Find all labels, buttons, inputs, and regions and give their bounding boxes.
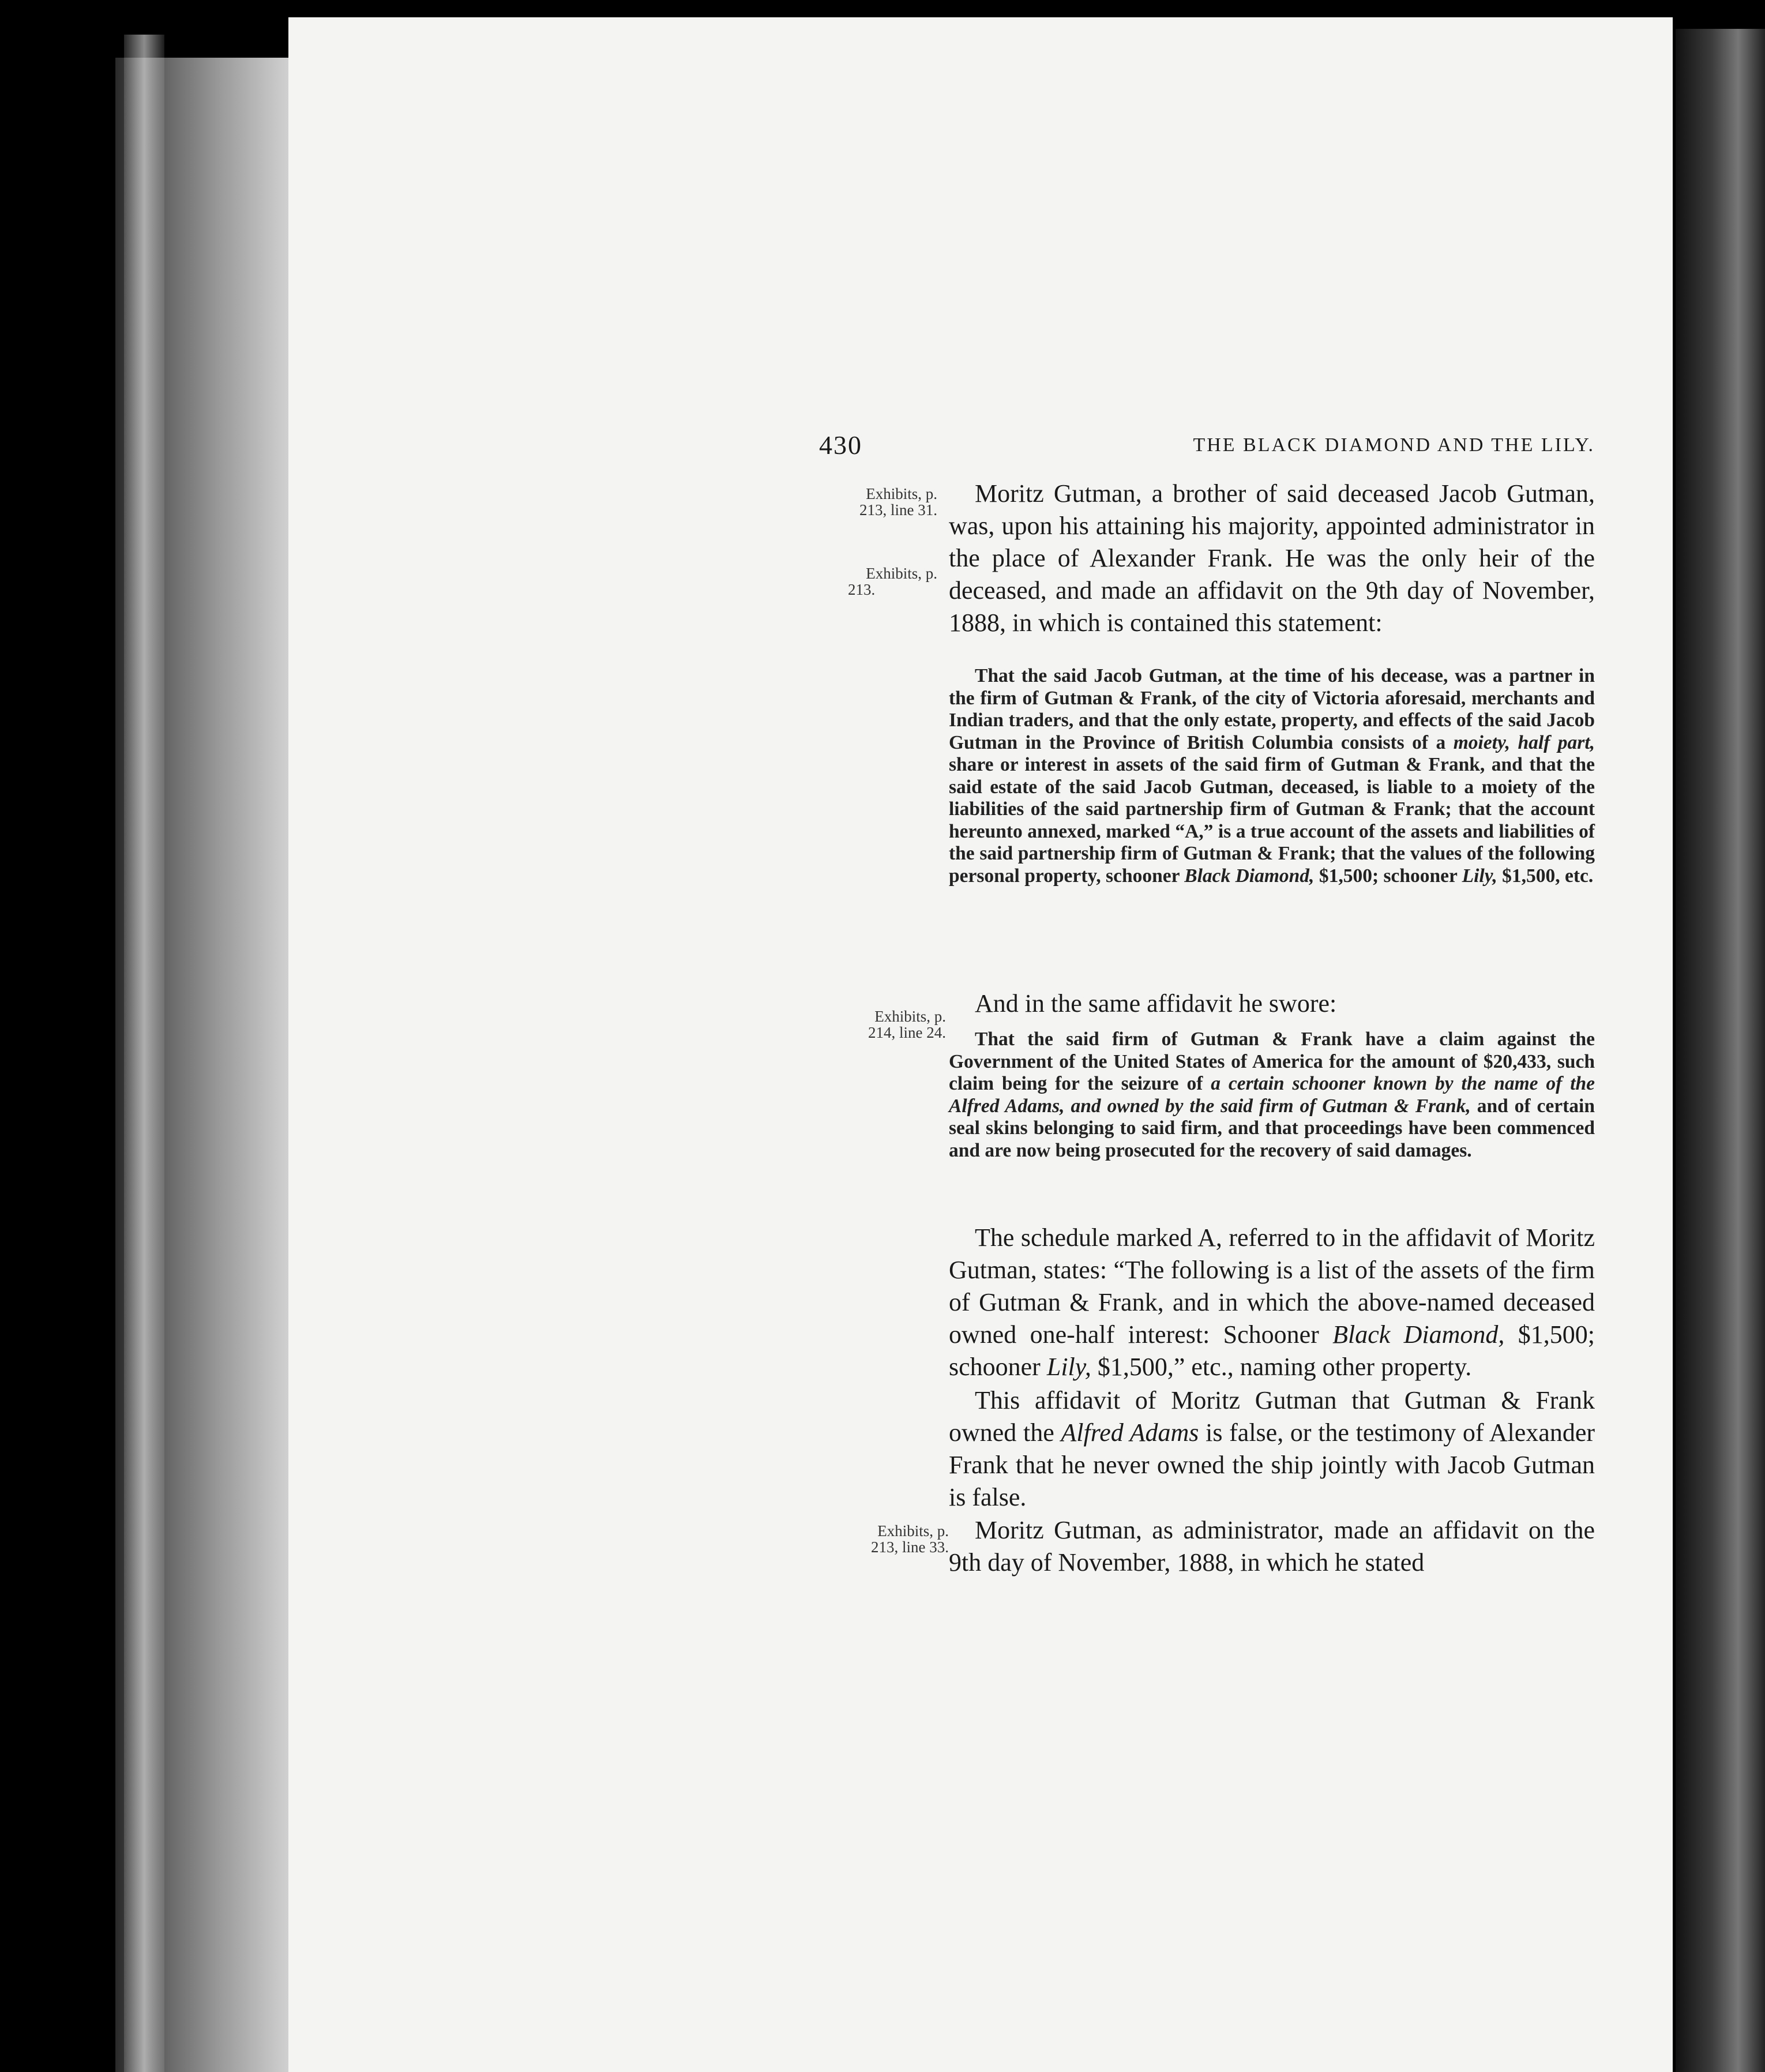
margin-note: Exhibits, p. 213, line 31. [859,485,937,519]
margin-note: Exhibits, p. 214, line 24. [868,1008,946,1041]
quote-affidavit-2: That the said firm of Gutman & Frank have a claim against the Government of the United States of America for the amount of $20,433, such claim being for the seizure of a certain schooner known by the name of the Alfred Adams, and owned by the said firm of Gutman & Frank, and of certain seal skins belonging to said firm, and that proceedings have been commenced and are now being prosecuted for the recovery of said damages. [949,1029,1595,1161]
facing-page-edge [1676,29,1765,2072]
margin-note: Exhibits, p. 213, line 33. [871,1522,949,1556]
paragraph-5: Moritz Gutman, as administrator, made an affidavit on the 9th day of November, 1888, in which he stated [949,1516,1595,1576]
paragraph-3: The schedule marked A, referred to in the affidavit of Moritz Gutman, states: “The following is a list of the assets of the firm of Gutman & Frank, and in which the above-named deceased owned one-half interest: Schooner Black Diamond, $1,500; schooner Lily, $1,500,” etc., naming other property. [949,1223,1595,1381]
page-header [819,430,1595,464]
margin-note: Exhibits, p. 213. [848,565,937,598]
quote-affidavit-1: That the said Jacob Gutman, at the time of his decease, was a partner in the firm of Gutman & Frank, of the city of Victoria aforesaid, merchants and Indian traders, and that the only estate, property, and effects of the said Jacob Gutman in the Province of British Columbia consists of a moiety, half part, share or interest in assets of the said firm of Gutman & Frank, and that the said estate of the said Jacob Gutman, deceased, is liable to a moiety of the liabilities of the said partnership firm of Gutman & Frank; that the account hereunto annexed, marked “A,” is a true account of the assets and liabilities of the said partnership firm of Gutman & Frank; that the values of the following personal property, schooner Black Diamond, $1,500; schooner Lily, $1,500, etc. [949,665,1595,887]
running-title: THE BLACK DIAMOND AND THE LILY. [1193,434,1595,456]
paragraph-1: Moritz Gutman, a brother of said deceased Jacob Gutman, was, upon his attaining his majority, appointed administrator in the place of Alexander Frank. He was the only heir of the deceased, and made an affidavit on the 9th day of November, 1888, in which is contained this statement: [949,479,1595,637]
paragraph-2: And in the same affidavit he swore: [975,989,1337,1018]
page-number: 430 [819,430,862,460]
page-edge-highlight [124,35,164,2072]
paragraph-4: This affidavit of Moritz Gutman that Gutman & Frank owned the Alfred Adams is false, or the testimony of Alexander Frank that he never owned the ship jointly with Jacob Gutman is false. [949,1386,1595,1511]
